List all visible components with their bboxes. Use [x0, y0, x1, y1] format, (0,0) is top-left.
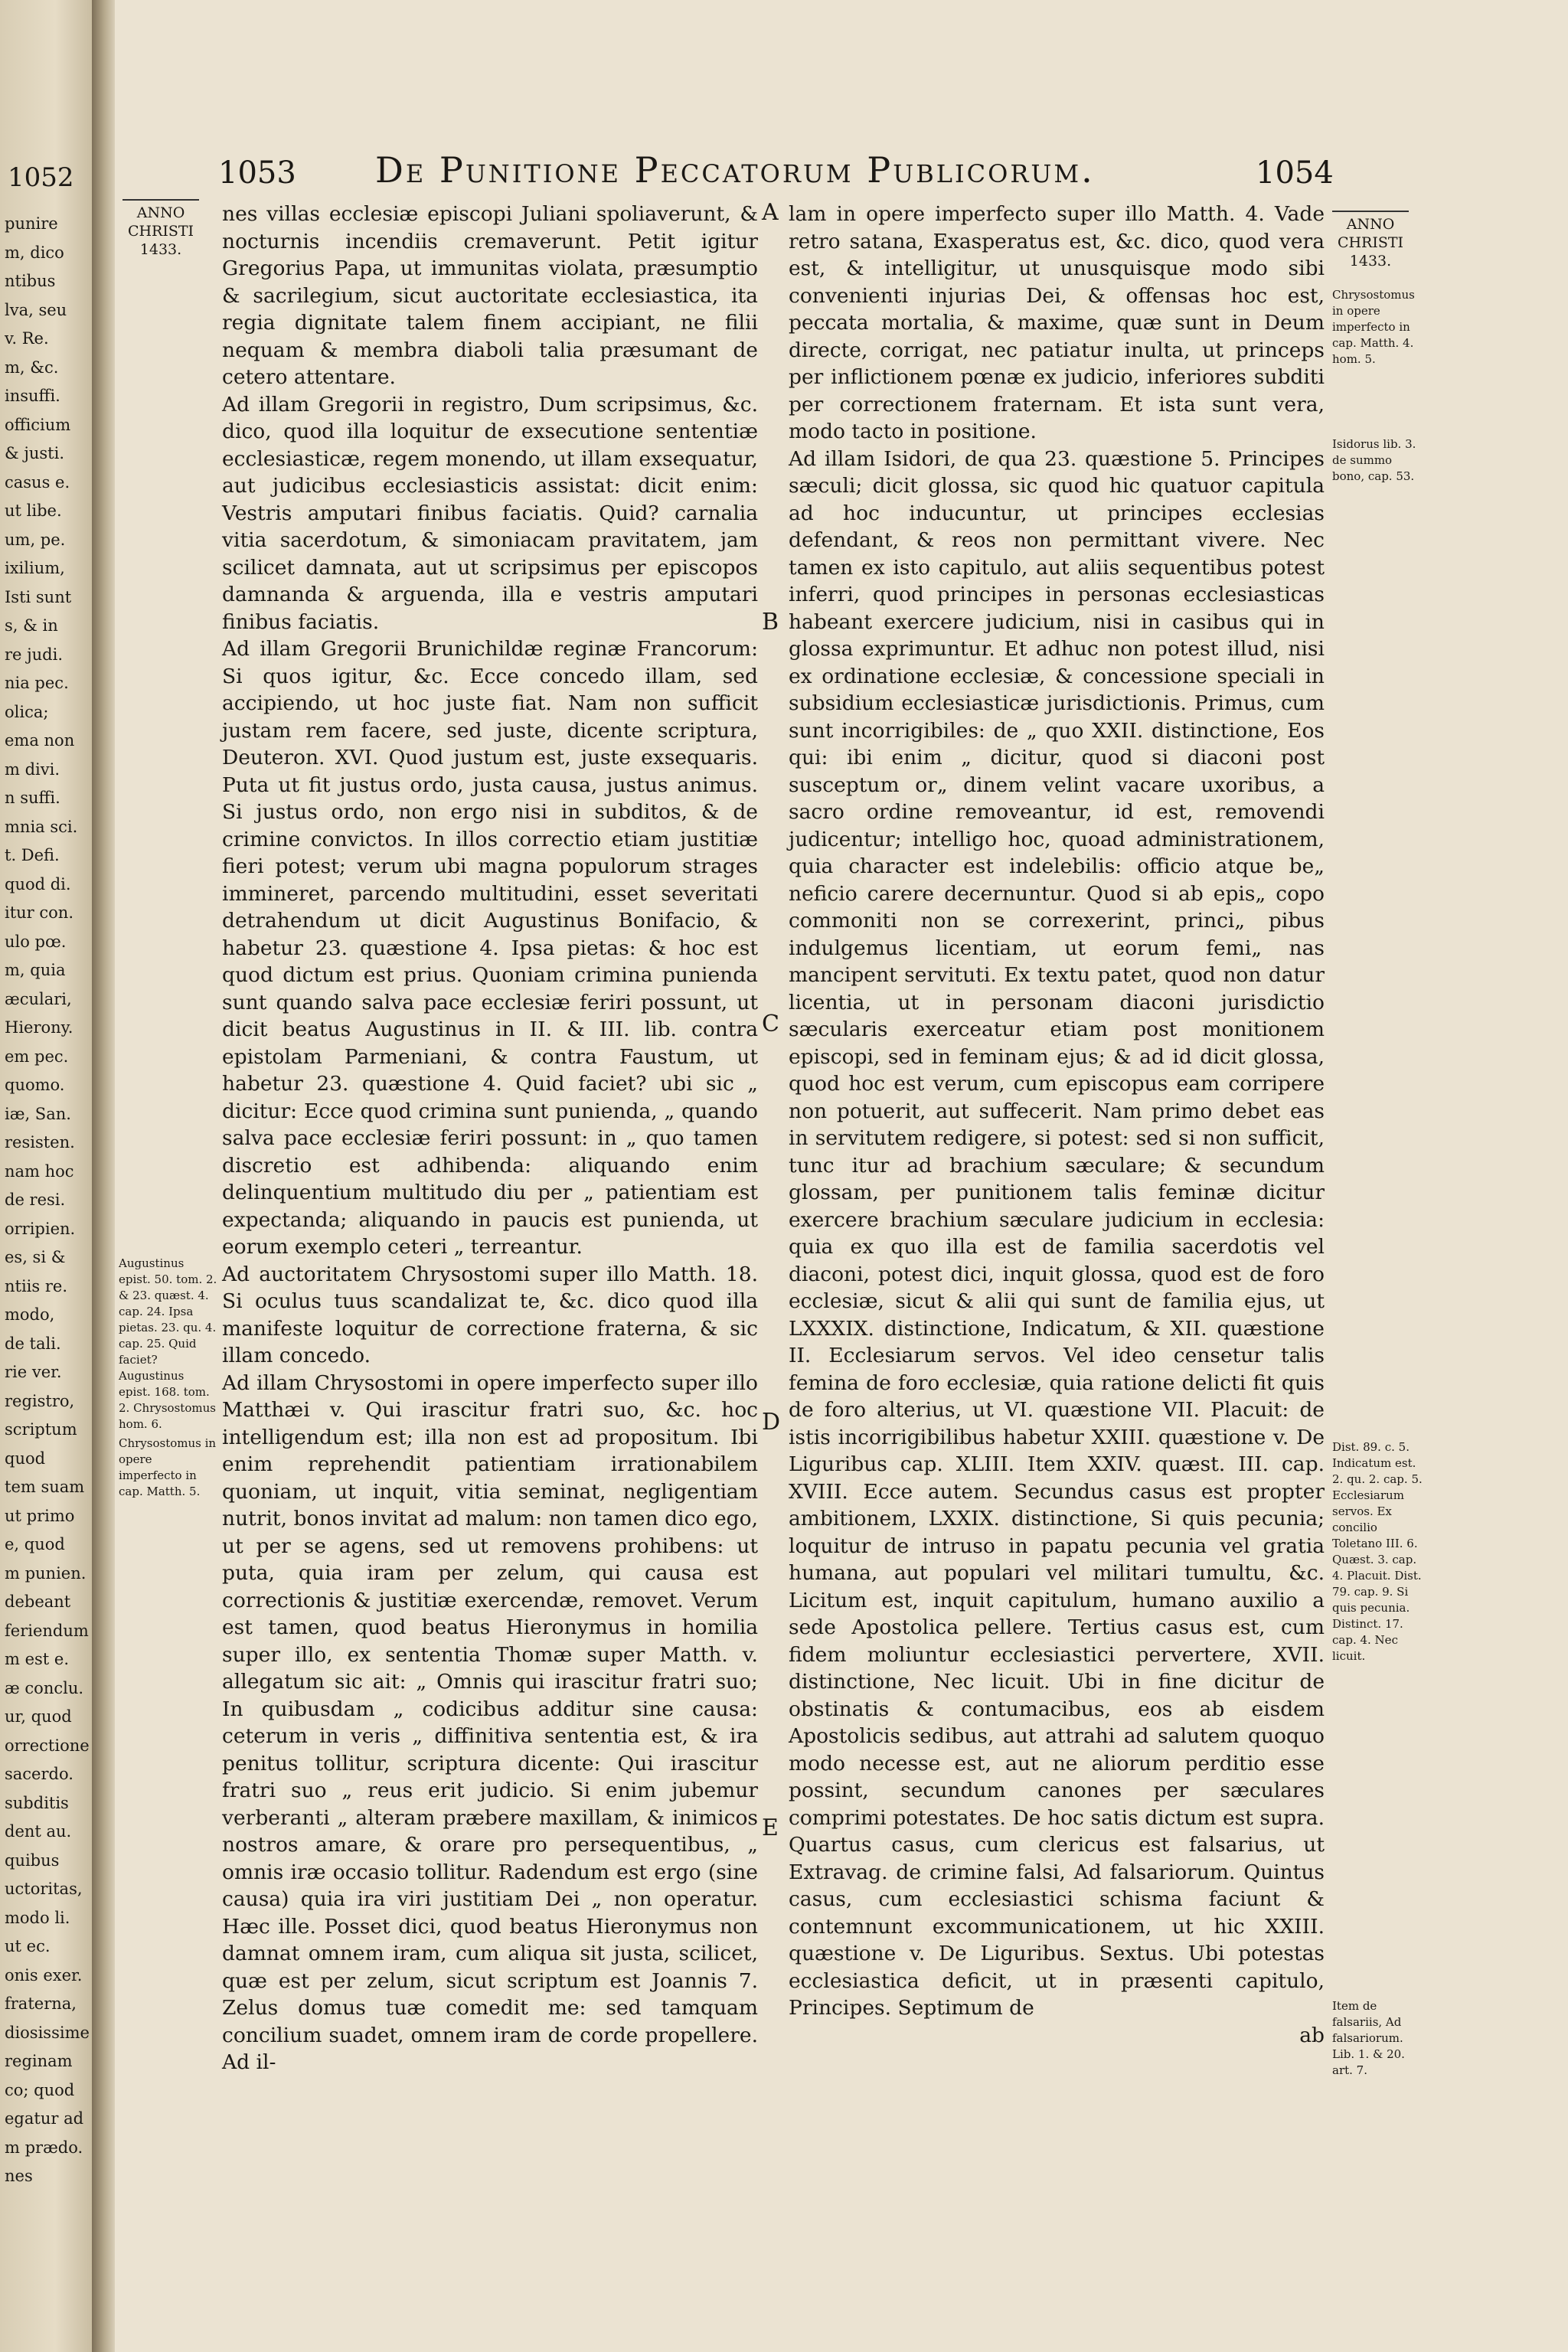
left-page-fragment: diosissime	[5, 2023, 90, 2042]
left-page-fragment: quibus	[5, 1851, 60, 1870]
paragraph: Ad illam Gregorii in registro, Dum scripsimus, &c. dico, quod illa loquitur de exsecutione sententiæ ecclesiasticæ, regem monendo, ut illam exsequatur, aut judicibus ecclesiasticis assistat: dicit enim: Vestris amputari finibus faciatis. Quid? carnalia vitia sacerdotum, & simoniacam pravitatem, jam scilicet damnata, aut ut scripsimus per episcopos damnanda & arguenda, illa e vestris amputari finibus faciatis.	[222, 392, 758, 634]
page-number-left: 1053	[218, 155, 296, 191]
left-page-number: 1052	[8, 162, 74, 193]
left-page-fragment: fraterna,	[5, 1994, 77, 2013]
paragraph: Ad illam Isidori, de qua 23. quæstione 5. Principes sæculi; dicit glossa, sic quod hic quatuor capitula ad hoc inducuntur, ut principes ecclesias defendant, & reos non permittant vivere. Nec tamen ex isto capitulo, aut aliis sequentibus potest inferri, quod principes in personas ecclesiasticas habeant exercere judicium, nisi in casibus qui in glossa exprimuntur. Et adhuc non potest illud, nisi ex ordinatione ecclesiæ, & concessione speciali in subsidium ecclesiasticæ jurisdictionis. Primus, cum sunt incorrigibiles: de „ quo XXII. distinctione, Eos qui: ibi enim „ dicitur, quod si diaconi post susceptum or„ dinem velint vacare uxoribus, a sacro ordine removeantur, id est, removendi judicentur; intelligo hoc, quoad administrationem, quia character est indelebilis: officio atque be„ neficio carere decernuntur. Quod si ab epis„ copo commoniti non se correxerint, princi„ pibus indulgemus licentiam, ut eorum femi„ nas mancipent servituti. Ex textu patet, quod non datur licentia, ut in personam diaconi jurisdictio sæcularis exerceatur etiam post monitionem episcopi, sed in feminam ejus; & ad id dicit glossa, quod hoc est verum, cum episcopus eam corripere non potuerit, aut suffecerit. Nam primo debet eas in servitutem redigere, si potest: sed si non sufficit, tunc itur ad brachium sæculare; & secundum glossam, per punitionem talis feminæ dicitur exercere brachium sæculare judicium in ecclesia: quia ex quo illa est de familia sacerdotis vel diaconi, potest dici, inquit glossa, quod est de foro ecclesiæ, sicut & alii qui sunt de familia ejus, ut LXXXIX. distinctione, Indicatum, & XII. quæstione II. Ecclesiarum servos. Vel ideo censetur talis femina de foro ecclesiæ, quia ratione delicti fit quis de foro alterius, ut VI. quæstione VII. Placuit: de istis incorrigibilibus habetur XXIII. quæstione v. De Liguribus cap. XLIII. Item XXIV. quæst. III. cap. XVIII. Ecce autem. Secundus casus est propter ambitionem, LXXIX. distinctione, Si quis pecunia; loquitur de intruso in papatu pecunia vel gratia humana, aut populari vel militari tumultu, &c. Licitum est, inquit capitulum, humano auxilio a sede Apostolica pellere. Tertius casus est, cum fidem moliuntur ecclesiastici pervertere, XVII. distinctione, Nec licuit. Ubi in fine dicitur de obstinatis & contumacibus, eos ab eisdem Apostolicis sedibus, aut attrahi ad salutem quoquo modo necesse est, aut ne aliorum perditio esse possint, secundum canones per sæculares comprimi potestates. De hoc satis dictum est supra. Quartus casus, cum clericus est falsarius, ut Extravag. de crimine falsi, Ad falsariorum. Quintus casus, cum ecclesiastici schisma faciunt & contemnunt excommunicationem, ut hic XXIII. quæstione v. De Liguribus. Sextus. Ubi potestas ecclesiastica deficit, ut in præsenti capitulo, Principes. Septimum de	[789, 446, 1325, 2020]
section-letter: D	[762, 1409, 781, 1436]
left-page-fragment: sacerdo.	[5, 1765, 74, 1783]
paragraph: nes villas ecclesiæ episcopi Juliani spoliaverunt, & nocturnis incendiis cremaverunt. Petit igitur Gregorius Papa, ut immunitas violata, præsumptio & sacrilegium, sicut auctoritate ecclesiastica, ita regia dignitate talem finem accipiant, ne filii nequam & membra diaboli talia præsumant de cetero attentare.	[222, 202, 758, 389]
paragraph: Ad illam Gregorii Brunichildæ reginæ Francorum: Si quos igitur, &c. Ecce concedo illam, sed accipiendo, ut hoc juste fiat. Nam non sufficit justam rem facere, sed juste, dicente scriptura, Deuteron. XVI. Quod justum est, juste exsequaris. Puta ut fit justus ordo, justa causa, justus animus. Si justus ordo, non ergo nisi in subditos, & de crimine convictos. In illos correctio etiam justitiæ fieri potest; verum ubi magna populorum strages immineret, parcendo multitudini, esset severitati detrahendum ut dicit Augustinus Bonifacio, & habetur 23. quæstione 4. Ipsa pietas: & hoc est quod dictum est prius. Quoniam crimina punienda sunt quando salva pace ecclesiæ feriri possunt, ut dicit beatus Augustinus in II. & III. lib. contra epistolam Parmeniani, & contra Faustum, ut habetur 23. quæstione 4. Quid faciet? ubi sic „ dicitur: Ecce quod crimina sunt punienda, „ quando salva pace ecclesiæ feriri possunt: in „ quo tamen discretio est adhibenda: aliquando enim delinquentium multitudo diu per „ patientiam est expectanda; aliquando in paucis est punienda, ut eorum exemplo ceteri „ terreantur.	[222, 637, 758, 1259]
left-page-fragment: ema non	[5, 731, 75, 750]
left-page-fragment: mnia sci.	[5, 817, 78, 836]
left-page-fragment: s, & in	[5, 616, 58, 635]
margin-note: Isidorus lib. 3. de summo bono, cap. 53.	[1332, 437, 1416, 483]
left-page-fragment: t. Defi.	[5, 846, 60, 864]
left-page-fragment: orrectione	[5, 1736, 90, 1755]
left-page-fragment: æ conclu.	[5, 1678, 84, 1697]
anno-christi-right: ANNO CHRISTI 1433.	[1332, 211, 1409, 270]
left-page-fragment: um, pe.	[5, 530, 66, 549]
left-page-fragment: scriptum	[5, 1420, 77, 1439]
left-page-fragment: v. Re.	[5, 329, 49, 348]
left-page-fragment: registro,	[5, 1391, 75, 1410]
left-page-fragment: m est e.	[5, 1650, 70, 1668]
left-page-fragment: re judi.	[5, 645, 64, 664]
paragraph: lam in opere imperfecto super illo Matth. 4. Vade retro satana, Exasperatus est, &c. dico, quod vera est, & intelligitur, ut unusquisque modo sibi convenienti injurias Dei, & offensas hoc est, peccata mortalia, & maxime, quæ sunt in Deum directe, corrigat, nec patiatur inulta, ut princeps per inflictionem pœnæ ex judicio, inferiores subditi per correctionem fraternam. Et ista sunt vera, modo tacto in positione.	[789, 202, 1325, 443]
left-page-fragment: modo li.	[5, 1908, 70, 1927]
left-page-fragment: n suffi.	[5, 789, 60, 807]
section-letter: E	[762, 1815, 779, 1841]
left-page-fragment: m, quia	[5, 961, 66, 979]
left-page-fragment: modo,	[5, 1305, 55, 1324]
left-page-fragment: olica;	[5, 702, 49, 721]
left-page-fragment: Isti sunt	[5, 587, 72, 606]
anno-christi-left: ANNO CHRISTI 1433.	[122, 199, 199, 259]
left-page-fragment: quomo.	[5, 1076, 65, 1094]
left-page-fragment: m punien.	[5, 1563, 87, 1583]
left-page-fragment: e, quod	[5, 1535, 65, 1553]
left-page-fragment: ut ec.	[5, 1937, 51, 1955]
left-page-fragment: orripien.	[5, 1219, 76, 1238]
catchword: ab	[1299, 2023, 1325, 2047]
margin-note: Chrysostomus in opere imperfecto in cap. Matth. 4. hom. 5.	[1332, 288, 1415, 366]
left-page-fragment: debeant	[5, 1592, 71, 1611]
left-page-fragment: m divi.	[5, 760, 60, 779]
left-page-fragment: & justi.	[5, 444, 65, 462]
left-page-fragment: co; quod	[5, 2080, 75, 2099]
book-gutter	[92, 0, 115, 2352]
left-page-fragment: nes	[5, 2167, 33, 2185]
left-page-fragment: ixilium,	[5, 559, 65, 577]
left-page-fragment: quod di.	[5, 874, 71, 893]
left-page-fragment: es, si &	[5, 1248, 66, 1266]
left-page-fragment: em pec.	[5, 1047, 69, 1066]
left-page-fragment: iæ, San.	[5, 1104, 71, 1123]
running-title: De Punitione Peccatorum Publicorum.	[375, 149, 1095, 191]
left-page-fragment: m, dico	[5, 243, 64, 262]
left-page-fragment: de tali.	[5, 1334, 61, 1353]
text-column-1	[222, 201, 758, 2076]
left-page-fragment: tem suam	[5, 1478, 85, 1496]
running-header	[218, 149, 1367, 195]
left-page-fragment: æculari,	[5, 989, 72, 1008]
left-page-fragment: dent au.	[5, 1822, 72, 1841]
left-page-fragment: reginam	[5, 2052, 73, 2070]
paragraph: Ad auctoritatem Chrysostomi super illo Matth. 18. Si oculus tuus scandalizat te, &c. dico quod illa manifeste loquitur de correctione fraterna, & sic illam concedo.	[222, 1262, 758, 1367]
left-page-fragment: subditis	[5, 1793, 69, 1812]
left-page-fragment: lva, seu	[5, 300, 67, 319]
left-page-fragment: resisten.	[5, 1133, 75, 1152]
left-page-fragment: nam hoc	[5, 1161, 74, 1181]
text-column-2	[789, 201, 1325, 2049]
left-page-fragment: nia pec.	[5, 674, 69, 692]
margin-note: Chrysostomus in opere imperfecto in cap. Matth. 5.	[119, 1436, 217, 1498]
left-page-fragment: itur con.	[5, 903, 74, 922]
left-page-fragment: officium	[5, 415, 71, 434]
left-page-fragment: m prædo.	[5, 2138, 83, 2157]
left-page-fragment: ntiis re.	[5, 1276, 67, 1295]
margin-note: Dist. 89. c. 5. Indicatum est. 2. qu. 2. cap. 5. Ecclesiarum servos. Ex concilio Toletano III. 6. Quæst. 3. cap. 4. Placuit. Dist. 79. cap. 9. Si quis pecunia. Distinct. 17. cap. 4. Nec licuit.	[1332, 1440, 1423, 1663]
left-page-fragment: uctoritas,	[5, 1880, 83, 1898]
left-page-fragment: ulo pœ.	[5, 932, 67, 951]
right-page	[115, 0, 1568, 2352]
left-margin	[115, 199, 218, 259]
page-number-right: 1054	[1256, 155, 1334, 191]
left-page-fragment: de resi.	[5, 1191, 66, 1209]
left-page-fragment: casus e.	[5, 472, 70, 492]
margin-note: Augustinus epist. 50. tom. 2. & 23. quæst. 4. cap. 24. Ipsa pietas. 23. qu. 4. cap. 25. Quid faciet? Augustinus epist. 168. tom. 2. Chrysostomus hom. 6.	[119, 1256, 217, 1431]
left-page-fragment: Hierony.	[5, 1018, 74, 1037]
left-page-fragment: ut primo	[5, 1506, 75, 1525]
left-page-fragment: insuffi.	[5, 387, 60, 405]
margin-note: Item de falsariis, Ad falsariorum. Lib. 1. & 20. art. 7.	[1332, 1999, 1405, 2077]
left-page-edge	[0, 0, 92, 2352]
section-letter: A	[762, 199, 779, 226]
left-page-fragment: ut libe.	[5, 501, 62, 520]
section-letter: B	[762, 609, 779, 635]
section-letter: C	[762, 1011, 779, 1037]
left-page-fragment: ntibus	[5, 272, 56, 290]
left-page-fragment: m, &c.	[5, 358, 59, 377]
left-page-fragment: rie ver.	[5, 1363, 62, 1381]
left-page-fragment: quod	[5, 1449, 46, 1468]
left-page-fragment: ur, quod	[5, 1707, 72, 1726]
left-page-fragment: punire	[5, 214, 58, 233]
paragraph: Ad illam Chrysostomi in opere imperfecto super illo Matthæi v. Qui irascitur fratri suo, &c. hoc intelligendum est; illa non est ad propositum. Ibi enim reprehendit patientiam irrationabilem quoniam, ut inquit, vitia seminat, negligentiam nutrit, bonos invitat ad malum: non tamen dico ego, ut per se agens, sed ut removens prohibens: ut puta, quia iram per zelum, qui causa est correctionis & justitiæ exercendæ, removet. Verum est tamen, quod beatus Hieronymus in homilia super illo, ex sententia Thomæ super Matth. v. allegatum sic ait: „ Omnis qui irascitur fratri suo; In quibusdam „ codicibus additur sine causa: ceterum in veris „ diffinitiva sententia est, & ira penitus tollitur, scriptura dicente: Qui irascitur fratri suo „ reus erit judicio. Si enim jubemur verberanti „ alteram præbere maxillam, & inimicos nostros amare, & orare pro persequentibus, „ omnis iræ occasio tollitur. Radendum est ergo (sine causa) quia ira viri justitiam Dei „ non operatur. Hæc ille. Posset dici, quod beatus Hieronymus non damnat omnem iram, cum aliqua sit justa, scilicet, quæ est per zelum, sicut scriptum est Joannis 7. Zelus domus tuæ comedit me: sed tamquam concilium suadet, omnem iram de corde propellere. Ad il-	[222, 1370, 758, 2074]
left-page-fragment: feriendum	[5, 1621, 89, 1640]
left-page-fragment: onis exer.	[5, 1965, 83, 1984]
left-page-fragment: egatur ad	[5, 2109, 84, 2128]
